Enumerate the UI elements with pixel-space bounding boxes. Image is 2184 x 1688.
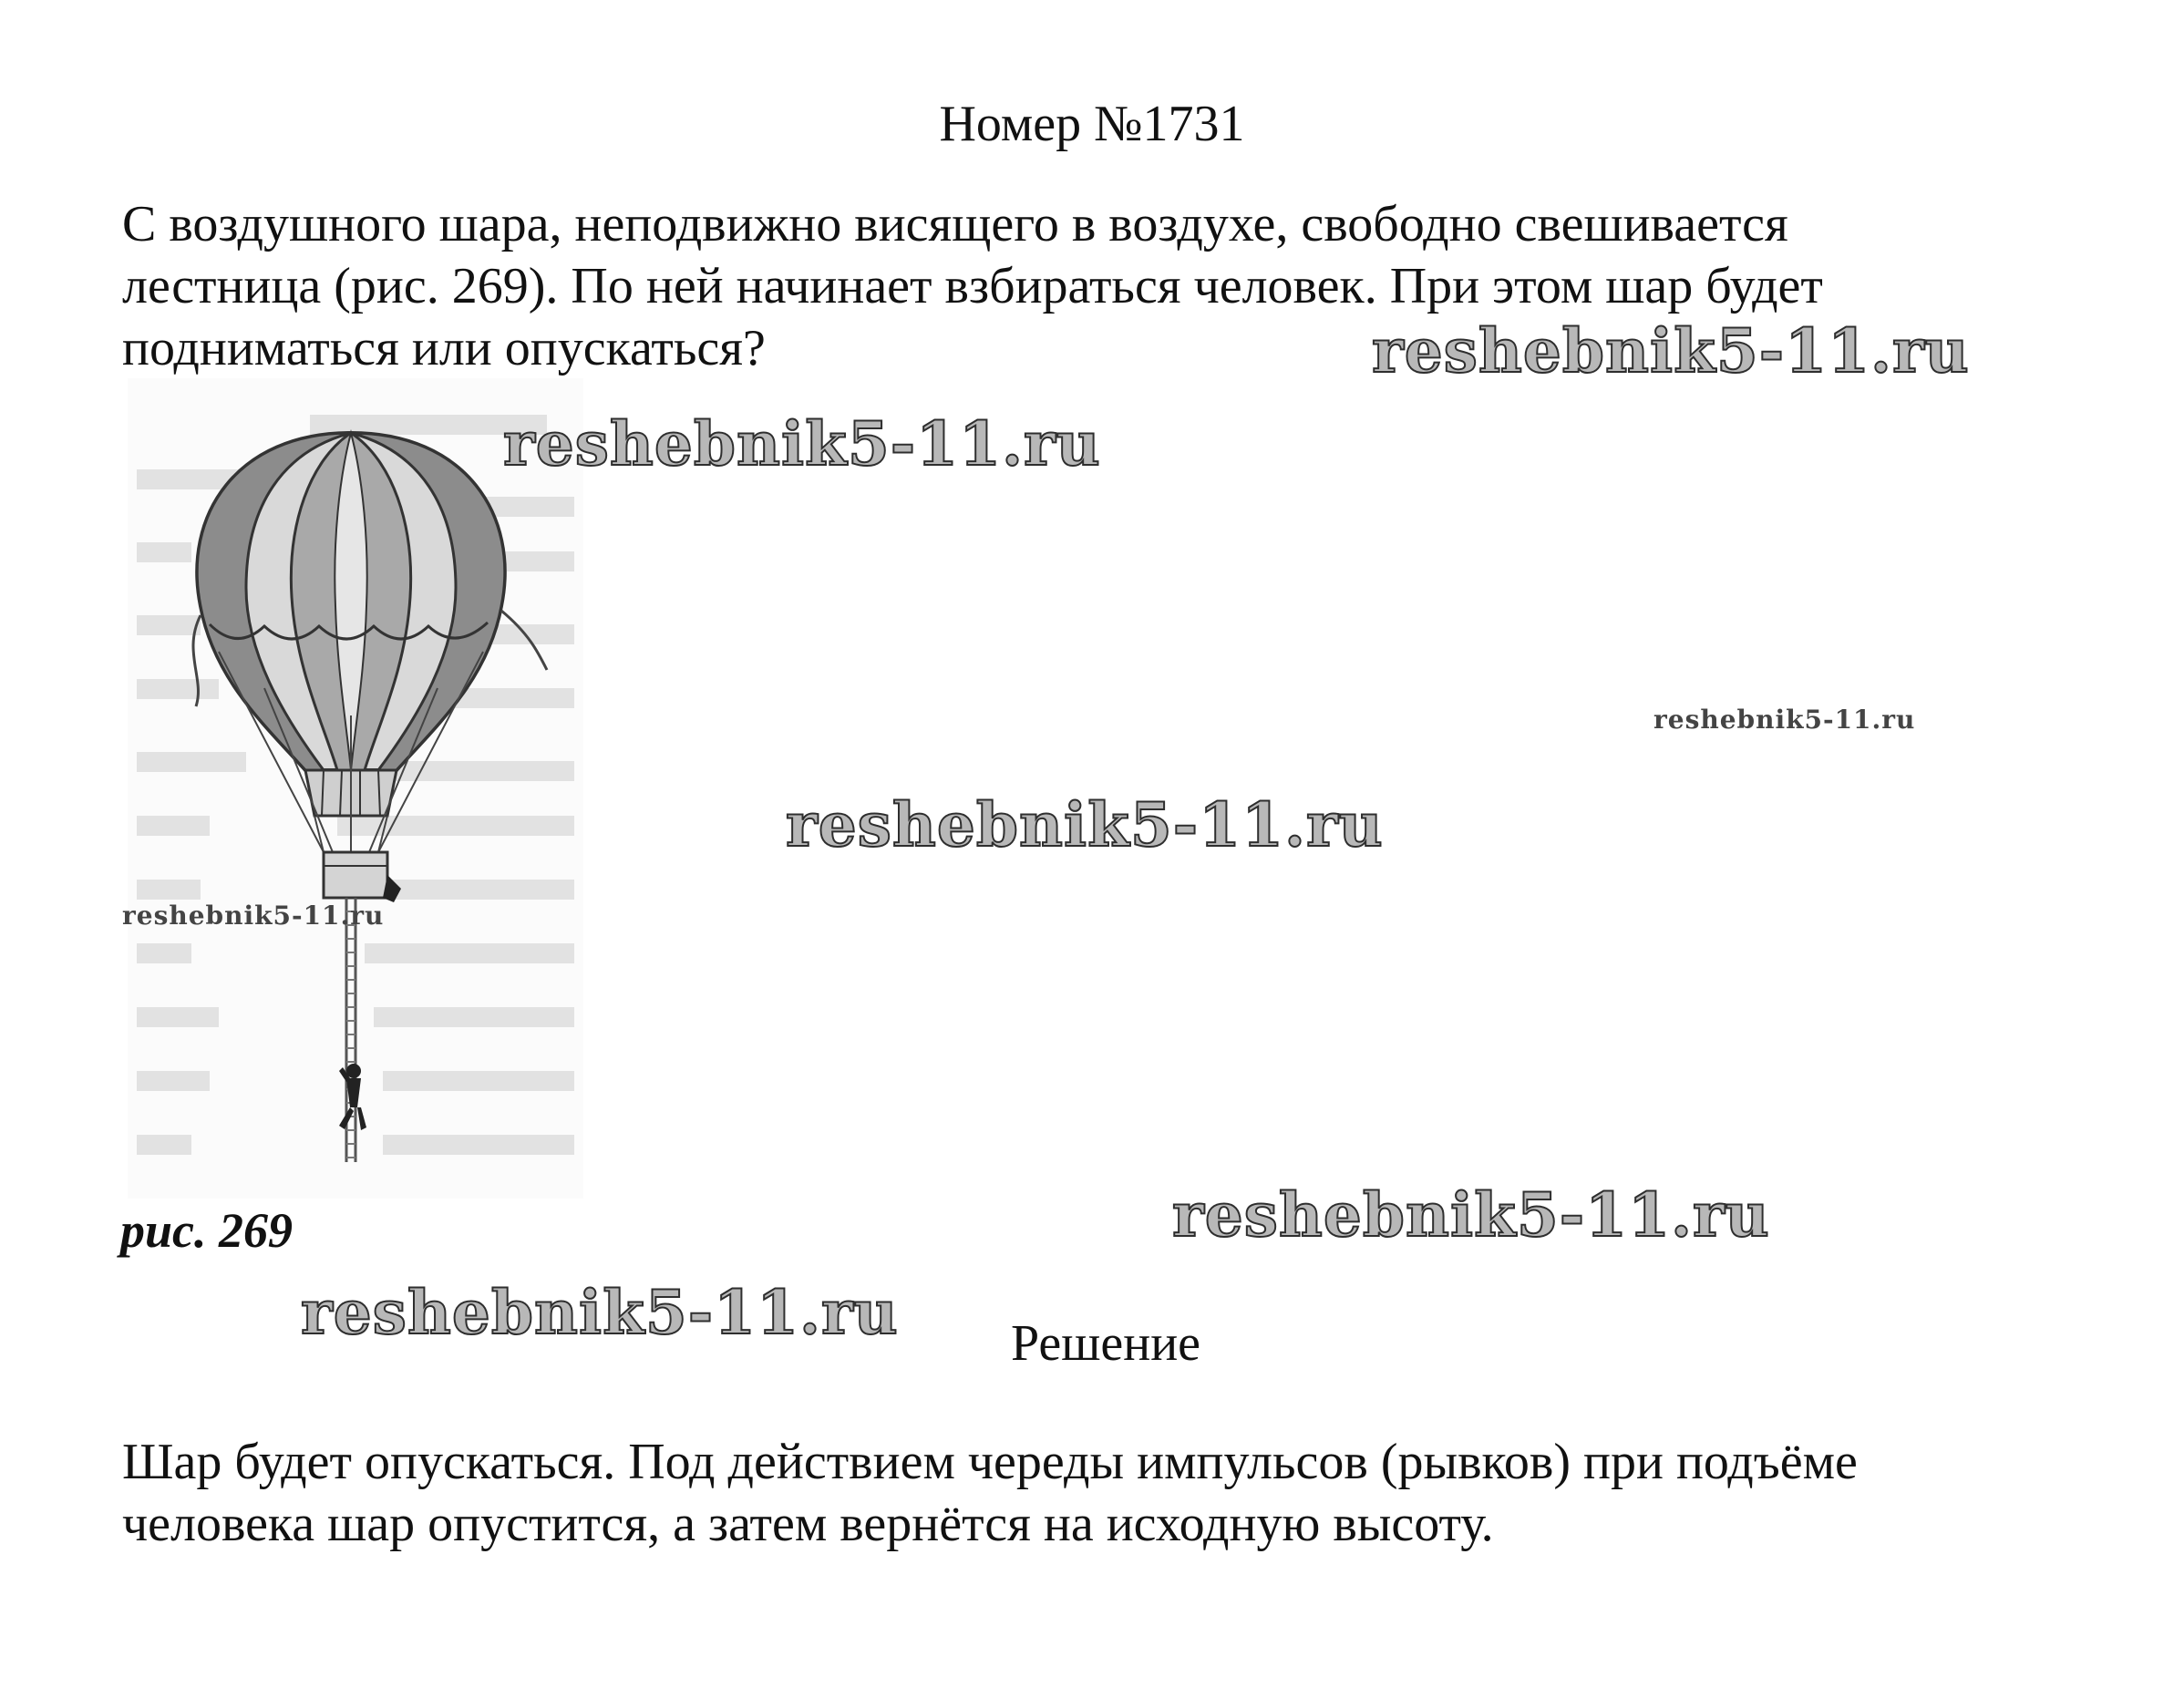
answer-text [122, 1431, 2082, 1555]
balloon-figure [128, 378, 583, 1199]
problem-line-3: подниматься или опускаться? [122, 320, 766, 376]
page-title: Номер №1731 [939, 96, 1245, 152]
watermark: reshebnik5-11.ru [1653, 705, 1916, 735]
answer-line-1: Шар будет опускаться. Под действием череды импульсов (рывков) при подъёме [122, 1434, 1858, 1490]
problem-line-1: С воздушного шара, неподвижно висящего в воздухе, свободно свешивается [122, 196, 1788, 252]
problem-line-2: лестница (рис. 269). По ней начинает взбираться человек. При этом шар будет [122, 258, 1823, 314]
watermark: reshebnik5-11.ru [122, 901, 385, 931]
answer-line-2: человека шар опустится, а затем вернётся на исходную высоту. [122, 1496, 1494, 1552]
watermark: reshebnik5-11.ru [1172, 1179, 1770, 1251]
figure-caption: рис. 269 [120, 1203, 293, 1258]
watermark: reshebnik5-11.ru [301, 1277, 899, 1348]
watermark: reshebnik5-11.ru [1372, 315, 1970, 386]
watermark: reshebnik5-11.ru [786, 789, 1384, 860]
watermark: reshebnik5-11.ru [503, 408, 1101, 479]
solution-heading: Решение [1010, 1315, 1201, 1372]
